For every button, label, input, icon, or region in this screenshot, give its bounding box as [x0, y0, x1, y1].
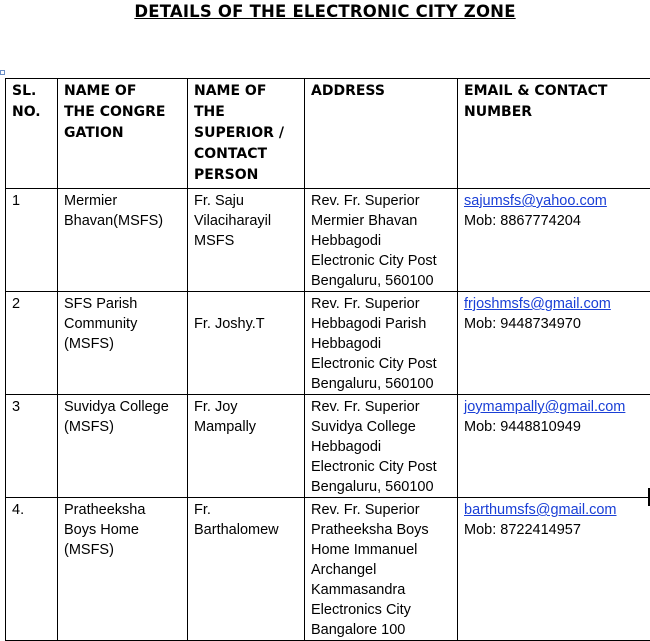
- mobile-number: Mob: 8722414957: [464, 520, 644, 540]
- sl-no-cell: 2: [6, 292, 58, 395]
- header-sl-no: SL. NO.: [6, 79, 58, 189]
- congregation-cell: Mermier Bhavan(MSFS): [58, 189, 188, 292]
- email-link[interactable]: joymampally@gmail.com: [464, 397, 644, 417]
- mobile-number: Mob: 9448734970: [464, 314, 644, 334]
- mobile-number: Mob: 8867774204: [464, 211, 644, 231]
- superior-cell: Fr. Joy Mampally: [188, 395, 305, 498]
- sl-no-cell: 1: [6, 189, 58, 292]
- congregation-cell: SFS Parish Community (MSFS): [58, 292, 188, 395]
- zone-table: [5, 78, 650, 641]
- table-row: [6, 189, 650, 292]
- contact-cell: [458, 498, 650, 641]
- address-cell: Rev. Fr. Superior Suvidya College Hebbagodi Electronic City Post Bengaluru, 560100: [305, 395, 458, 498]
- email-link[interactable]: frjoshmsfs@gmail.com: [464, 294, 644, 314]
- sl-no-cell: 4.: [6, 498, 58, 641]
- superior-cell: Fr. Saju Vilaciharayil MSFS: [188, 189, 305, 292]
- header-superior: NAME OF THE SUPERIOR / CONTACT PERSON: [188, 79, 305, 189]
- address-cell: Rev. Fr. Superior Pratheeksha Boys Home Immanuel Archangel Kammasandra Electronics City Bangalore 100: [305, 498, 458, 641]
- page-title: DETAILS OF THE ELECTRONIC CITY ZONE: [0, 2, 650, 21]
- address-cell: Rev. Fr. Superior Mermier Bhavan Hebbagodi Electronic City Post Bengaluru, 560100: [305, 189, 458, 292]
- email-link[interactable]: sajumsfs@yahoo.com: [464, 191, 644, 211]
- congregation-cell: Suvidya College (MSFS): [58, 395, 188, 498]
- header-email-contact: EMAIL & CONTACT NUMBER: [458, 79, 650, 189]
- contact-cell: [458, 395, 650, 498]
- superior-cell: Fr. Joshy.T: [188, 292, 305, 395]
- header-congregation: NAME OF THE CONGRE GATION: [58, 79, 188, 189]
- header-address: ADDRESS: [305, 79, 458, 189]
- congregation-cell: Pratheeksha Boys Home (MSFS): [58, 498, 188, 641]
- table-row: [6, 395, 650, 498]
- superior-cell: Fr. Barthalomew: [188, 498, 305, 641]
- mobile-number: Mob: 9448810949: [464, 417, 644, 437]
- table-row: [6, 498, 650, 641]
- contact-cell: [458, 189, 650, 292]
- table-anchor-handle[interactable]: [0, 70, 5, 75]
- contact-cell: [458, 292, 650, 395]
- email-link[interactable]: barthumsfs@gmail.com: [464, 500, 644, 520]
- header-row: [6, 79, 650, 189]
- table-row: [6, 292, 650, 395]
- sl-no-cell: 3: [6, 395, 58, 498]
- address-cell: Rev. Fr. Superior Hebbagodi Parish Hebbagodi Electronic City Post Bengaluru, 560100: [305, 292, 458, 395]
